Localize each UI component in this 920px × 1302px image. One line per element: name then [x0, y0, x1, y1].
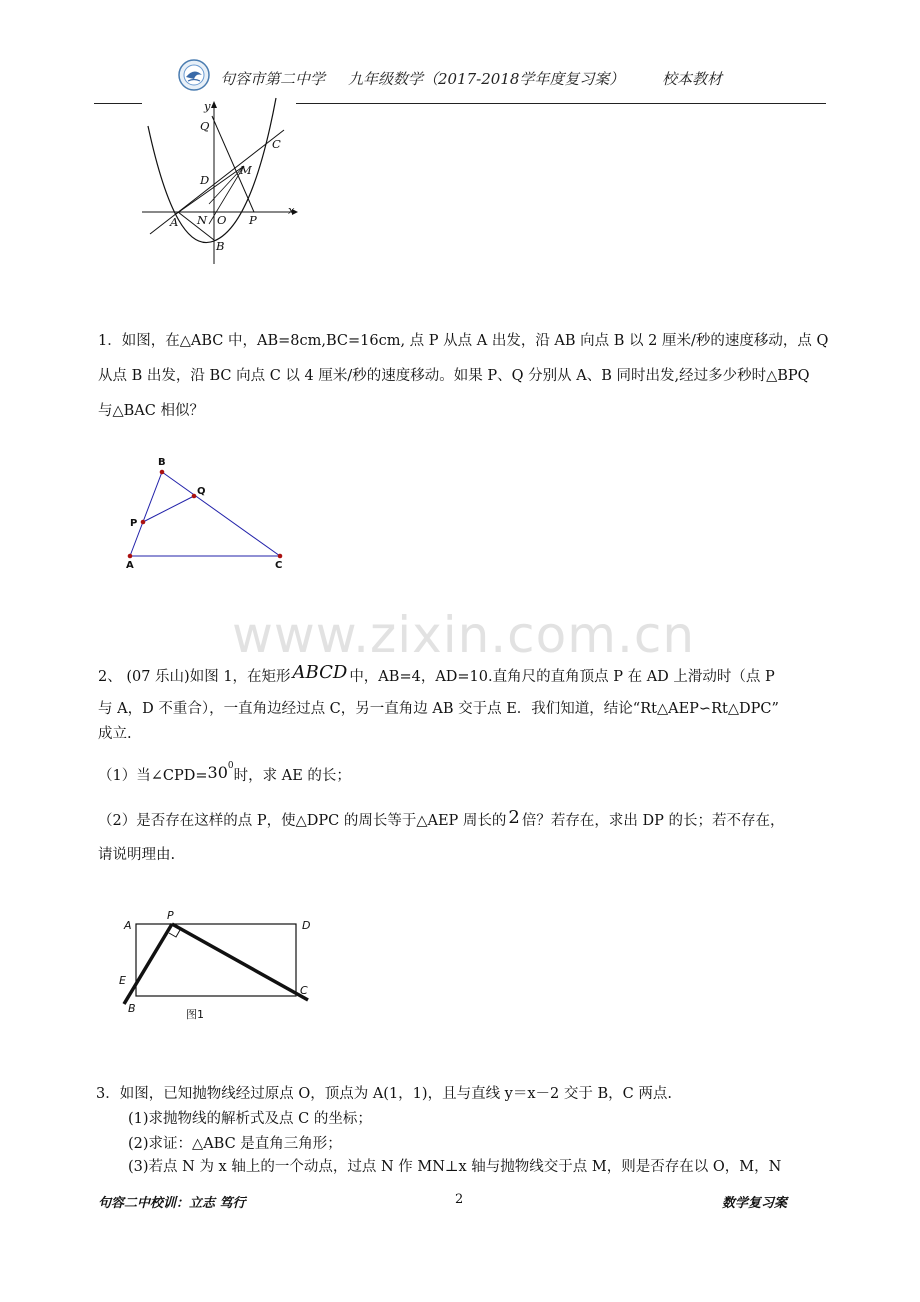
problem2-q2-factor: 2: [508, 807, 520, 828]
problem2-q1-b: 时，求 AE 的长；: [233, 767, 351, 784]
problem3-line1: 3．如图，已知抛物线经过原点 O，顶点为 A(1，1)，且与直线 y＝x－2 交于 B，C 两点.: [96, 1086, 672, 1102]
label-D: D: [200, 173, 210, 187]
problem3-q1: (1)求抛物线的解析式及点 C 的坐标；: [128, 1111, 372, 1127]
rect-caption: 图1: [186, 1008, 204, 1021]
label-C: C: [272, 137, 281, 151]
rect-label-E: E: [119, 974, 126, 987]
problem1-line2: 从点 B 出发，沿 BC 向点 C 以 4 厘米/秒的速度移动。如果 P、Q 分别从 A、B 同时出发,经过多少秒时△BPQ: [98, 368, 810, 384]
tri-label-B: B: [158, 457, 166, 468]
problem2-q2-a: （2）是否存在这样的点 P，使△DPC 的周长等于△AEP 周长的: [98, 813, 507, 829]
rect-label-B: B: [128, 1002, 136, 1015]
problem2-line1: [98, 662, 775, 687]
rect-label-C: C: [300, 984, 308, 997]
rect-label-P: P: [167, 909, 174, 922]
label-A: A: [170, 215, 179, 229]
header-school: 句容市第二中学: [220, 70, 326, 88]
header-rule-left: [94, 103, 142, 104]
tri-label-P: P: [130, 518, 138, 529]
problem2-line3: 成立.: [98, 726, 132, 742]
tri-label-C: C: [275, 560, 283, 571]
problem2-q2-line2: 请说明理由.: [98, 847, 176, 863]
problem3-q3: (3)若点 N 为 x 轴上的一个动点，过点 N 作 MN⊥x 轴与抛物线交于点 M，则是否存在以 O，M，N: [128, 1159, 782, 1175]
rect-label-A: A: [124, 919, 132, 932]
footer-motto: 句容二中校训：立志 笃行: [98, 1196, 246, 1211]
problem2-line2: 与 A，D 不重合），一直角边经过点 C，另一直角边 AB 交于点 E．我们知道，结论“Rt△AEP∽Rt△DPC”: [98, 701, 779, 717]
problem1-line3: 与△BAC 相似？: [98, 403, 204, 419]
label-y: y: [204, 99, 211, 113]
problem2-line1-b: 中，AB=4，AD=10.直角尺的直角顶点 P 在 AD 上滑动时（点 P: [349, 669, 775, 685]
problem2-line1-a: 2、 (07 乐山)如图 1，在矩形: [98, 669, 291, 685]
header-material: 校本教材: [662, 70, 723, 88]
problem3-q2: (2)求证：△ABC 是直角三角形；: [128, 1136, 342, 1152]
problem2-q2: [98, 807, 785, 831]
header-rule-right: [296, 103, 826, 104]
footer-page-number: 2: [455, 1192, 464, 1207]
label-x: x: [288, 203, 295, 217]
parabola-figure: [136, 96, 306, 268]
problem2-q1-a: （1）当∠CPD=: [98, 767, 208, 784]
label-B: B: [216, 239, 225, 253]
problem1-line1: 1．如图，在△ABC 中，AB=8cm,BC=16cm, 点 P 从点 A 出发，沿 AB 向点 B 以 2 厘米/秒的速度移动，点 Q: [98, 333, 829, 349]
rectangle-figure: [116, 908, 316, 1024]
triangle-figure: [118, 452, 298, 574]
footer-right: 数学复习案: [722, 1196, 788, 1211]
problem2-q1-degree: 0: [227, 761, 234, 771]
problem2-rect-name: ABCD: [292, 662, 348, 683]
problem2-q1-angle: 30: [207, 762, 228, 782]
label-P: P: [249, 213, 257, 227]
watermark: www.zixin.com.cn: [232, 606, 696, 664]
school-logo: [178, 59, 210, 91]
header-course: 九年级数学（2017-2018学年度复习案）: [348, 70, 625, 88]
tri-label-Q: Q: [197, 486, 206, 497]
rect-label-D: D: [302, 919, 311, 932]
tri-label-A: A: [126, 560, 134, 571]
label-O: O: [217, 213, 227, 227]
label-M: M: [240, 163, 252, 177]
problem2-q1: [98, 762, 351, 786]
label-Q: Q: [200, 119, 210, 133]
problem2-q2-b: 倍？若存在，求出 DP 的长；若不存在，: [521, 813, 785, 829]
label-N: N: [197, 213, 208, 227]
